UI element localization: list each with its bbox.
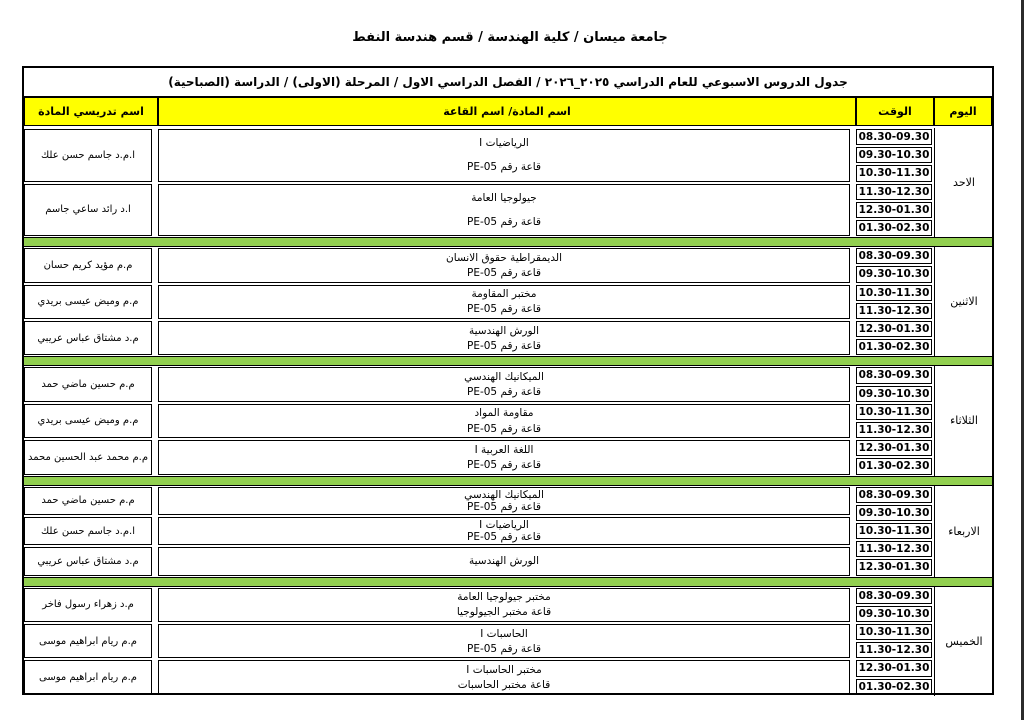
schedule-table xyxy=(22,66,994,695)
room-name: قاعة رقم PE-05 xyxy=(467,303,541,316)
instructor-name: م.م ريام ابراهيم موسى xyxy=(24,660,152,694)
header-subject: اسم المادة/ اسم القاعة xyxy=(158,97,856,126)
subject-name: الرياضيات I xyxy=(479,137,529,150)
day-block xyxy=(24,128,992,237)
subject-name: الحاسبات I xyxy=(480,627,528,640)
subject-cell xyxy=(158,547,850,575)
subject-cell xyxy=(158,487,850,515)
time-slot: 11.30-12.30 xyxy=(856,642,932,658)
time-slot: 09.30-10.30 xyxy=(856,386,932,402)
subject-cell xyxy=(158,624,850,658)
time-slot: 09.30-10.30 xyxy=(856,606,932,622)
time-slot: 08.30-09.30 xyxy=(856,487,932,503)
instructor-name: م.م وميض عيسى بريدي xyxy=(24,285,152,319)
instructor-name: م.م حسين ماضي حمد xyxy=(24,367,152,401)
room-name: قاعة رقم PE-05 xyxy=(467,386,541,399)
time-slot: 01.30-02.30 xyxy=(856,679,932,695)
subject-cell xyxy=(158,517,850,545)
time-slot: 08.30-09.30 xyxy=(856,248,932,264)
instructor-name: ا.م.د جاسم حسن علك xyxy=(24,129,152,182)
subject-cell xyxy=(158,184,850,237)
time-slot: 12.30-01.30 xyxy=(856,559,932,575)
room-name: قاعة رقم PE-05 xyxy=(467,642,541,655)
time-slot: 11.30-12.30 xyxy=(856,541,932,557)
day-separator xyxy=(24,356,992,366)
day-block xyxy=(24,486,992,577)
subject-cell xyxy=(158,248,850,282)
day-separator xyxy=(24,476,992,486)
subject-name: الديمقراطية حقوق الانسان xyxy=(446,251,562,264)
page-header: جامعة ميسان / كلية الهندسة / قسم هندسة النفط xyxy=(352,30,668,45)
time-slot: 12.30-01.30 xyxy=(856,202,932,218)
subject-name: جيولوجيا العامة xyxy=(471,191,537,204)
day-label: الثلاثاء xyxy=(934,366,993,475)
header-time: الوقت xyxy=(856,97,934,126)
instructor-name: م.م ريام ابراهيم موسى xyxy=(24,624,152,658)
subject-name: الورش الهندسية xyxy=(469,324,539,337)
instructor-name: ا.م.د جاسم حسن علك xyxy=(24,517,152,545)
room-name: قاعة رقم PE-05 xyxy=(467,161,541,174)
instructor-name: م.م محمد عبد الحسين محمد xyxy=(24,440,152,474)
day-block xyxy=(24,366,992,475)
time-slot: 10.30-11.30 xyxy=(856,285,932,301)
subject-name: الميكانيك الهندسي xyxy=(464,488,544,501)
subject-cell xyxy=(158,588,850,622)
subject-cell xyxy=(158,440,850,474)
time-slot: 10.30-11.30 xyxy=(856,165,932,181)
subject-name: الورش الهندسية xyxy=(469,555,539,568)
subject-cell xyxy=(158,660,850,694)
room-name: قاعة رقم PE-05 xyxy=(467,216,541,229)
header-day: اليوم xyxy=(934,97,992,126)
time-slot: 12.30-01.30 xyxy=(856,440,932,456)
subject-name: اللغة العربية I xyxy=(474,443,534,456)
day-block xyxy=(24,247,992,356)
time-slot: 01.30-02.30 xyxy=(856,458,932,474)
time-slot: 01.30-02.30 xyxy=(856,339,932,355)
day-separator xyxy=(24,577,992,587)
subject-cell xyxy=(158,367,850,401)
time-slot: 10.30-11.30 xyxy=(856,624,932,640)
subject-name: الميكانيك الهندسي xyxy=(464,370,544,383)
subject-cell xyxy=(158,285,850,319)
room-name: قاعة رقم PE-05 xyxy=(467,458,541,471)
instructor-name: م.د زهراء رسول فاخر xyxy=(24,588,152,622)
time-slot: 11.30-12.30 xyxy=(856,303,932,319)
room-name: قاعة رقم PE-05 xyxy=(467,339,541,352)
subject-cell xyxy=(158,404,850,438)
day-label: الاثنين xyxy=(934,247,993,356)
subject-name: مختبر جيولوجيا العامة xyxy=(457,591,551,604)
day-block xyxy=(24,587,992,696)
day-label: الاحد xyxy=(934,128,993,237)
time-slot: 09.30-10.30 xyxy=(856,147,932,163)
time-slot: 11.30-12.30 xyxy=(856,422,932,438)
day-label: الخميس xyxy=(934,587,993,696)
instructor-name: م.م مؤيد كريم حسان xyxy=(24,248,152,282)
subject-name: مختبر الحاسبات I xyxy=(466,663,542,676)
subject-name: مقاومة المواد xyxy=(474,407,534,420)
time-slot: 12.30-01.30 xyxy=(856,321,932,337)
time-slot: 09.30-10.30 xyxy=(856,266,932,282)
time-slot: 08.30-09.30 xyxy=(856,588,932,604)
room-name: قاعة رقم PE-05 xyxy=(467,266,541,279)
time-slot: 12.30-01.30 xyxy=(856,660,932,676)
room-name: قاعة رقم PE-05 xyxy=(467,531,541,544)
room-name: قاعة رقم PE-05 xyxy=(467,500,541,513)
subject-cell xyxy=(158,129,850,182)
room-name: قاعة مختبر الجيولوجيا xyxy=(456,606,552,619)
day-separator xyxy=(24,237,992,247)
schedule-title: جدول الدروس الاسبوعي للعام الدراسي ٢٠٢٥_٢٠٢٦ / الفصل الدراسي الاول / المرحلة (الاولى) / الدراسة (الصباحية) xyxy=(24,68,992,97)
time-slot: 09.30-10.30 xyxy=(856,505,932,521)
day-label: الاربعاء xyxy=(934,486,993,577)
room-name: قاعة رقم PE-05 xyxy=(467,422,541,435)
subject-name: الرياضيات I xyxy=(479,519,529,531)
time-slot: 10.30-11.30 xyxy=(856,404,932,420)
time-slot: 01.30-02.30 xyxy=(856,220,932,236)
time-slot: 08.30-09.30 xyxy=(856,129,932,145)
room-name: قاعة مختبر الحاسبات xyxy=(457,679,551,692)
subject-cell xyxy=(158,321,850,355)
instructor-name: م.د مشتاق عباس عريبي xyxy=(24,547,152,575)
instructor-name: م.د مشتاق عباس عريبي xyxy=(24,321,152,355)
time-slot: 11.30-12.30 xyxy=(856,184,932,200)
time-slot: 10.30-11.30 xyxy=(856,523,932,539)
instructor-name: ا.د رائد ساعي جاسم xyxy=(24,184,152,237)
subject-name: مختبر المقاومة xyxy=(471,288,537,301)
instructor-name: م.م حسين ماضي حمد xyxy=(24,487,152,515)
instructor-name: م.م وميض عيسى بريدي xyxy=(24,404,152,438)
header-instructor: اسم تدريسي المادة xyxy=(24,97,158,126)
time-slot: 08.30-09.30 xyxy=(856,367,932,383)
